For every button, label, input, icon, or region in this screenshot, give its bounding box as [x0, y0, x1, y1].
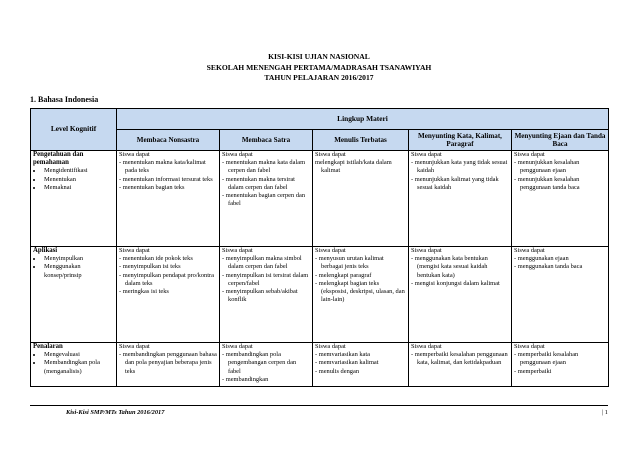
- list-item: melengkapi istilah/kata dalam kalimat: [315, 159, 392, 175]
- list-item: - menunjukkan kesalahan penggunaan ejaan: [514, 159, 580, 175]
- list-item: - menentukan bagian cerpen dan fabel: [222, 192, 306, 208]
- level-cell: [31, 151, 117, 247]
- list-item: - menunjukkan kalimat yang tidak sesuai kaidah: [411, 175, 499, 191]
- cell-intro: Siswa dapat: [411, 247, 442, 254]
- cell-intro: Siswa dapat: [119, 343, 150, 350]
- header-school-year: TAHUN PELAJARAN 2016/2017: [264, 73, 374, 82]
- list-item: - menyimpulkan isi teks: [119, 263, 181, 271]
- table-row: [31, 247, 609, 343]
- footer-page-number: | 1: [601, 409, 608, 416]
- level-title: Pengetahuan dan pemahaman: [33, 151, 84, 167]
- level-title: Aplikasi: [33, 247, 58, 254]
- column-header-membaca-nonsastra: Membaca Nonsastra: [117, 130, 220, 151]
- level-title: Penalaran: [33, 343, 63, 350]
- cell-item-list: [222, 255, 310, 304]
- cell-menyunting-ejaan: [512, 151, 609, 247]
- cell-item-list: [514, 255, 606, 271]
- list-item: - menunjukkan kesalahan penggunaan tanda baca: [514, 175, 580, 191]
- lingkup-materi-header: Lingkup Materi: [117, 109, 609, 130]
- level-bullet-item: • Mengidentifikasi: [43, 167, 114, 175]
- level-bullet-item: • Menyimpulkan: [43, 255, 114, 263]
- cell-intro: Siswa dapat: [514, 247, 545, 254]
- list-item: - menentukan makna kata dalam cerpen dan fabel: [222, 159, 306, 175]
- list-item: - memperbaiki kesalahan penggunaan ejaan: [514, 351, 579, 367]
- list-item: - menulis dengan: [315, 367, 360, 375]
- cell-menyunting-ejaan: [512, 247, 609, 343]
- header-title: KISI-KISI UJIAN NASIONAL: [268, 52, 370, 61]
- cell-intro: Siswa dapat: [411, 343, 442, 350]
- list-item: - menyusun urutan kalimat berbagai jenis teks: [315, 255, 384, 271]
- cell-membaca-satra: [220, 247, 313, 343]
- cell-intro: Siswa dapat: [411, 151, 442, 158]
- list-item: - membandingkan penggunaan bahasa dan pola penyajian beberapa jenis teks: [119, 351, 217, 375]
- cell-intro: Siswa dapat: [222, 343, 253, 350]
- cell-membaca-satra: [220, 343, 313, 387]
- cell-item-list: [119, 159, 217, 192]
- kisi-table: [30, 108, 609, 387]
- section-title: 1. Bahasa Indonesia: [30, 95, 99, 104]
- cell-item-list: [315, 351, 406, 376]
- cell-menulis-terbatas: [313, 343, 409, 387]
- table-body: [31, 151, 609, 387]
- cell-menulis-terbatas: [313, 247, 409, 343]
- cell-menyunting-kata: [409, 247, 512, 343]
- header-school-type: SEKOLAH MENENGAH PERTAMA/MADRASAH TSANAWIYAH: [206, 62, 432, 72]
- table-row: [31, 151, 609, 247]
- level-cell: [31, 343, 117, 387]
- list-item: - menyimpulkan makna simbol dalam cerpen dan fabel: [222, 255, 302, 271]
- list-item: - menyimpulkan pendapat pro/kontra dalam teks: [119, 271, 214, 287]
- cell-intro: Siswa dapat: [315, 247, 346, 254]
- cell-membaca-nonsastra: [117, 151, 220, 247]
- cell-membaca-satra: [220, 151, 313, 247]
- cell-menyunting-kata: [409, 151, 512, 247]
- column-header-membaca-satra: Membaca Satra: [220, 130, 313, 151]
- table-row: [31, 343, 609, 387]
- list-item: - melengkapi bagian teks (eksposisi, deskripsi, ulasan, dan lain-lain): [315, 279, 405, 304]
- cell-item-list: [315, 255, 406, 304]
- cell-menulis-terbatas: [313, 151, 409, 247]
- list-item: - menentukan bagian teks: [119, 183, 185, 191]
- cell-item-list: [514, 159, 606, 192]
- list-item: - menggunakan tanda baca: [514, 263, 583, 271]
- list-item: - memperbaiki: [514, 367, 552, 375]
- cell-item-list: [411, 159, 509, 192]
- level-bullet-list: [33, 351, 114, 376]
- list-item: - menentukan informasi tersurat teks: [119, 175, 213, 183]
- list-item: - menentukan makna kata/kalimat pada teks: [119, 159, 206, 175]
- column-header-menyunting-ejaan: Menyunting Ejaan dan Tanda Baca: [512, 130, 609, 151]
- level-bullet-list: [33, 255, 114, 280]
- cell-item-list: [411, 255, 509, 288]
- cell-item-list: [119, 351, 217, 376]
- list-item: - membandingkan pola pengembangan cerpen dan fabel: [222, 351, 297, 375]
- cell-intro: Siswa dapat: [514, 151, 545, 158]
- cell-intro: Siswa dapat: [119, 151, 150, 158]
- list-item: - menentukan makna tersirat dalam cerpen dan fabel: [222, 175, 295, 191]
- cell-item-list: [119, 255, 217, 296]
- cell-intro: Siswa dapat: [222, 151, 253, 158]
- cell-intro: Siswa dapat: [514, 343, 545, 350]
- list-item: - menggunakan kata bentukan (mengisi kata sesuai kaidah bentukan kata): [411, 255, 488, 279]
- cell-item-list: [315, 159, 406, 175]
- level-bullet-item: • Mengevaluasi: [43, 351, 114, 359]
- list-item: - menggunakan ejaan: [514, 255, 569, 263]
- list-item: - menunjukkan kata yang tidak sesuai kaidah: [411, 159, 508, 175]
- level-cell: [31, 247, 117, 343]
- cell-item-list: [411, 351, 509, 367]
- level-kognitif-header: Level Kognitif: [31, 109, 117, 151]
- column-header-menyunting-kata: Menyunting Kata, Kalimat, Paragraf: [409, 130, 512, 151]
- list-item: - menyimpulkan isi tersirat dalam cerpen/fabel: [222, 271, 309, 287]
- list-item: - memperbaiki kesalahan penggunaan kata, kalimat, dan ketidakpaduan: [411, 351, 508, 367]
- list-item: - menentukan ide pokok teks: [119, 255, 193, 263]
- cell-item-list: [514, 351, 606, 376]
- list-item: - menyimpulkan sebab/akibat konflik: [222, 288, 298, 304]
- list-item: - meringkas isi teks: [119, 288, 169, 296]
- list-item: - mengisi konjungsi dalam kalimat: [411, 279, 500, 287]
- list-item: - membandingkan: [222, 375, 269, 383]
- page-footer: [30, 405, 608, 416]
- cell-intro: Siswa dapat: [119, 247, 150, 254]
- cell-intro: Siswa dapat: [315, 343, 346, 350]
- level-bullet-item: • Memaknai: [43, 184, 114, 192]
- list-item: - memvariasikan kalimat: [315, 359, 379, 367]
- cell-membaca-nonsastra: [117, 343, 220, 387]
- list-item: - melengkapi paragraf: [315, 271, 372, 279]
- level-bullet-item: • Membandingkan pola (menganalisis): [43, 359, 114, 375]
- cell-intro: Siswa dapat: [315, 151, 346, 158]
- level-bullet-item: • Menggunakan konsep/prinsip: [43, 263, 114, 279]
- cell-menyunting-ejaan: [512, 343, 609, 387]
- cell-menyunting-kata: [409, 343, 512, 387]
- cell-item-list: [222, 351, 310, 384]
- cell-item-list: [222, 159, 310, 208]
- footer-document-title: Kisi-Kisi SMP/MTs Tahun 2016/2017: [66, 409, 165, 416]
- level-bullet-item: • Menentukan: [43, 176, 114, 184]
- document-header: [0, 52, 638, 84]
- list-item: - memvariasikan kata: [315, 351, 371, 359]
- cell-membaca-nonsastra: [117, 247, 220, 343]
- column-header-menulis-terbatas: Menulis Terbatas: [313, 130, 409, 151]
- level-bullet-list: [33, 167, 114, 192]
- cell-intro: Siswa dapat: [222, 247, 253, 254]
